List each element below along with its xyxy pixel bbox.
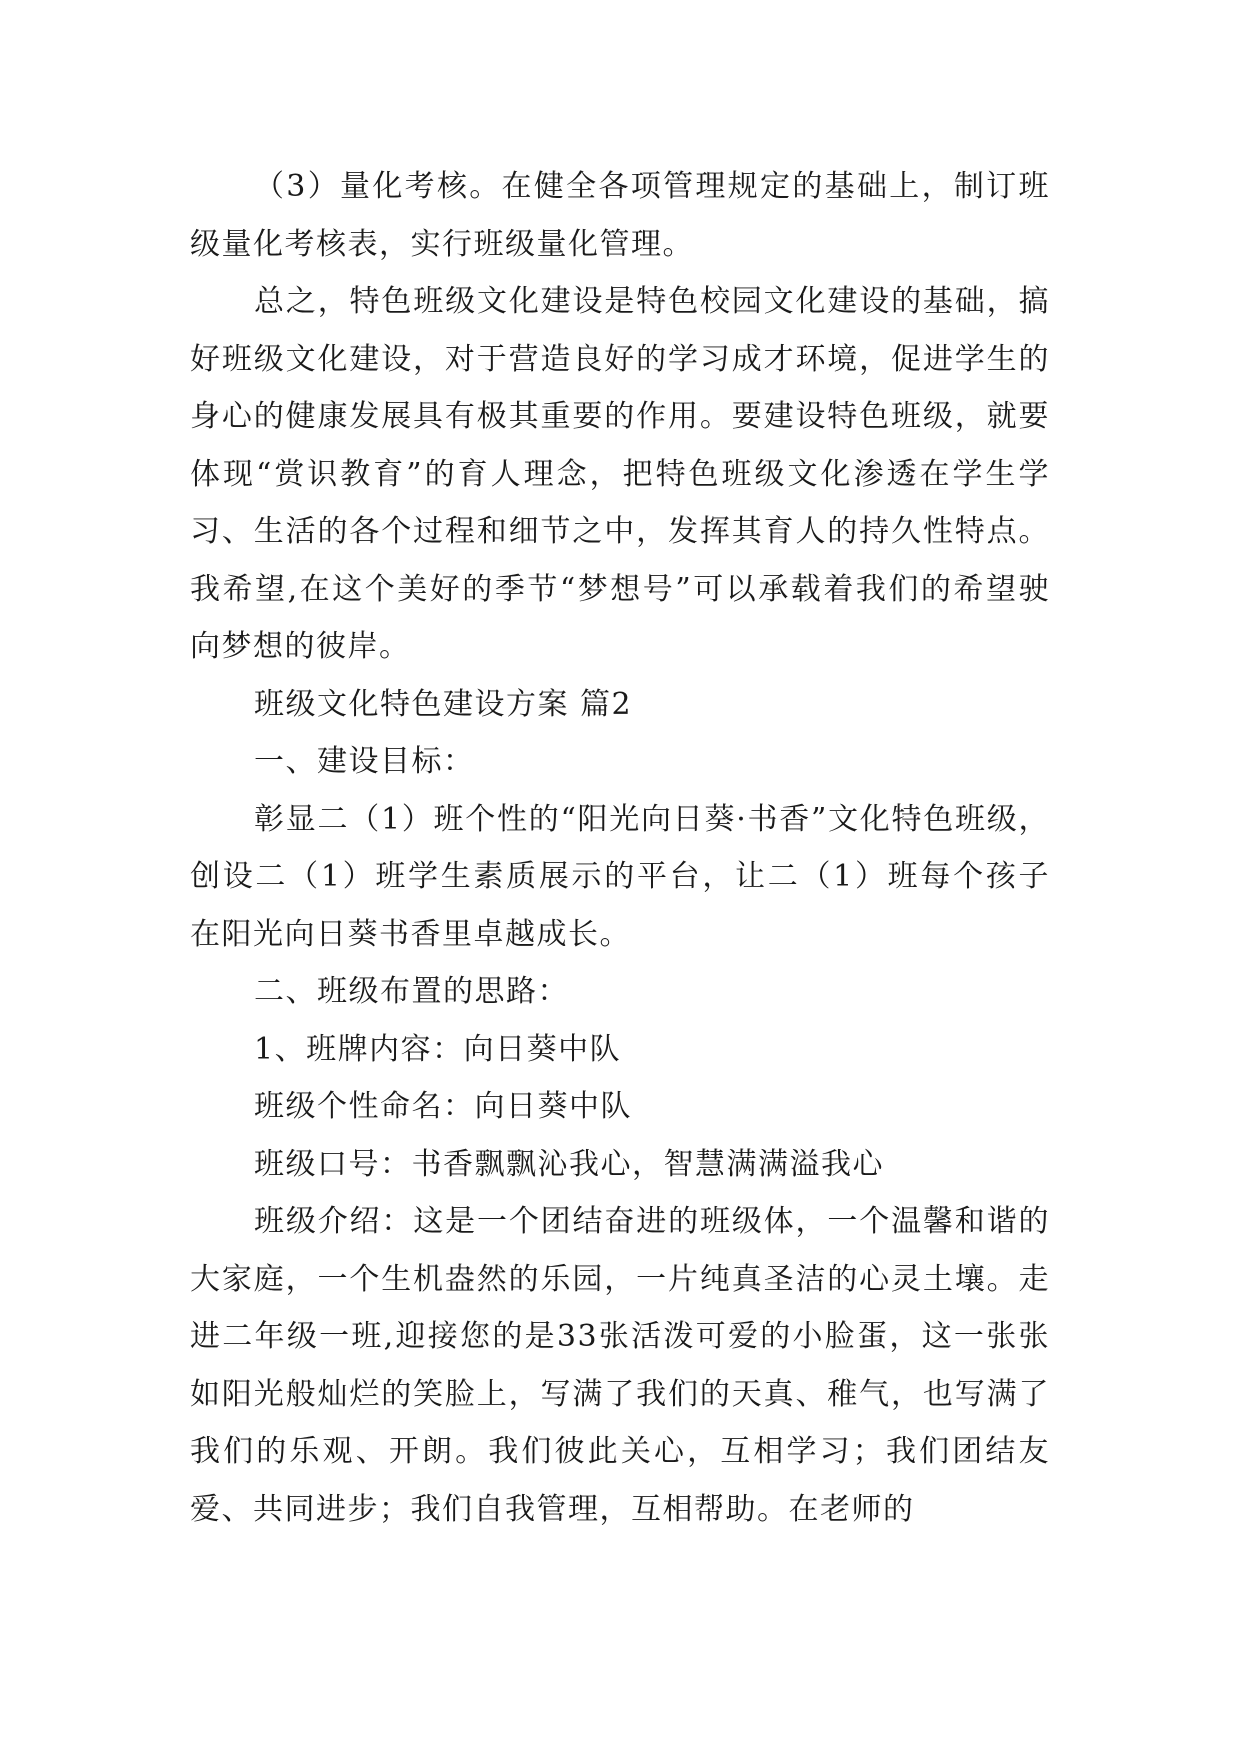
heading-construction-goal: 一、建设目标： — [254, 744, 475, 779]
paragraph-quantified-assessment: （3）量化考核。在健全各项管理规定的基础上，制订班级量化考核表，实行班级量化管理。 — [190, 169, 1050, 262]
item-class-slogan: 班级口号：书香飘飘沁我心，智慧满满溢我心 — [254, 1146, 884, 1182]
paragraph-goal-description: 彰显二（1）班个性的“阳光向日葵·书香”文化特色班级，创设二（1）班学生素质展示的平台，让二（1）班每个孩子在阳光向日葵书香里卓越成长。 — [190, 801, 1050, 952]
paragraph-conclusion: 总之，特色班级文化建设是特色校园文化建设的基础，搞好班级文化建设，对于营造良好的学习成才环境，促进学生的身心的健康发展具有极其重要的作用。要建设特色班级，就要体现“赏识教育”的育人理念，把特色班级文化渗透在学生学习、生活的各个过程和细节之中，发挥其育人的持久性特点。我希望,在这个美好的季节“梦想号”可以承载着我们的希望驶向梦想的彼岸。 — [190, 284, 1050, 664]
section-title-plan-2: 班级文化特色建设方案 篇2 — [254, 686, 633, 722]
document-body — [190, 158, 1050, 1538]
item-class-name: 班级个性命名：向日葵中队 — [254, 1089, 632, 1124]
item-class-sign-content: 1、班牌内容：向日葵中队 — [254, 1031, 622, 1067]
paragraph-class-introduction: 班级介绍：这是一个团结奋进的班级体，一个温馨和谐的大家庭，一个生机盎然的乐园，一片纯真圣洁的心灵土壤。走进二年级一班,迎接您的是33张活泼可爱的小脸蛋，这一张张如阳光般灿烂的笑脸上，写满了我们的天真、稚气，也写满了我们的乐观、开朗。我们彼此关心，互相学习；我们团结友爱、共同进步；我们自我管理，互相帮助。在老师的 — [190, 1204, 1050, 1527]
heading-layout-ideas: 二、班级布置的思路： — [254, 974, 569, 1009]
